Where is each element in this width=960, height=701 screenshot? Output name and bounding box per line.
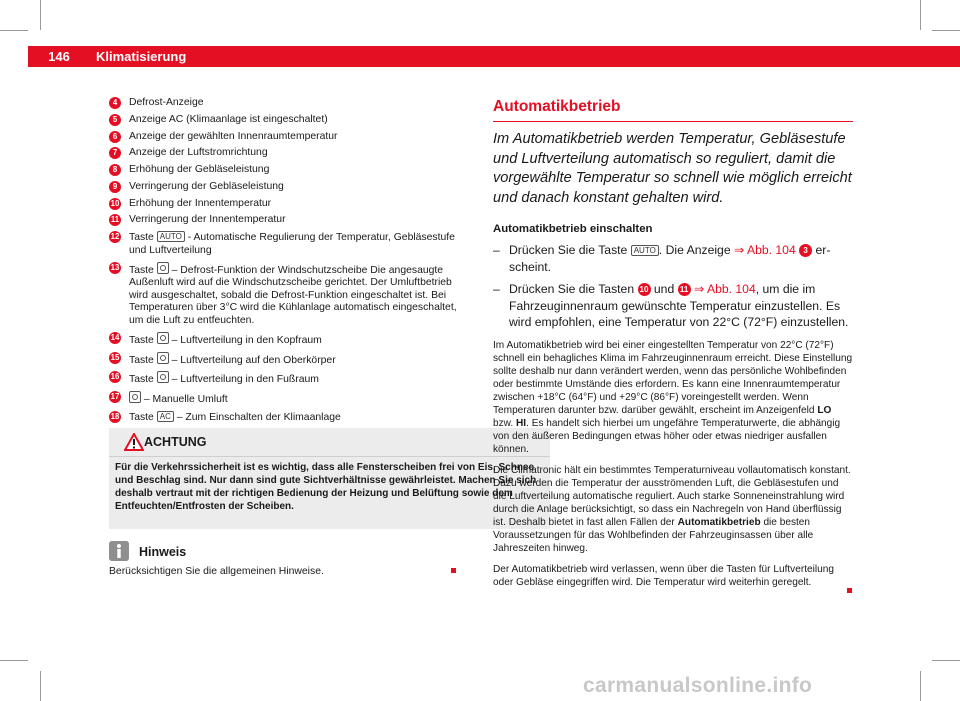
legend-pre: Taste xyxy=(129,374,154,386)
legend-pre: Taste xyxy=(129,264,154,276)
defrost-icon xyxy=(157,262,169,274)
paragraph-text: die besten Voraussetzungen für das Wohlbefinden der Fahrzeuginsassen über alle Jahreszeiten hinweg. xyxy=(493,516,814,554)
end-of-section-marker xyxy=(847,588,852,593)
crop-mark xyxy=(40,0,41,30)
legend-pre: Taste xyxy=(129,354,154,366)
legend-list xyxy=(109,97,469,425)
legend-pre: Taste xyxy=(129,334,154,346)
legend-text: Anzeige der Luftstromrichtung xyxy=(129,147,268,159)
warning-box xyxy=(109,428,550,529)
auto-key: AUTO xyxy=(157,231,185,242)
ac-key: AC xyxy=(157,411,174,422)
page-number: 146 xyxy=(48,49,70,64)
legend-number: 4 xyxy=(109,97,121,109)
head-airflow-icon xyxy=(157,332,169,344)
crop-mark xyxy=(0,30,28,31)
sub-heading: Automatikbetrieb einschalten xyxy=(493,223,653,235)
crop-mark xyxy=(40,671,41,701)
callout-number: 3 xyxy=(799,244,812,257)
step-text: , um die im Fahrzeuginnenraum gewünschte Temperatur einzustellen. Es wird empfohlen, eine Temperatur von 22°C (72°F) einzustellen. xyxy=(509,282,849,329)
step-text: Drücken Sie die Taste xyxy=(509,243,628,257)
warning-title: ACHTUNG xyxy=(144,435,207,449)
legend-item xyxy=(109,262,469,328)
legend-item xyxy=(109,97,469,110)
legend-text: Verringerung der Gebläseleistung xyxy=(129,180,284,192)
lo-label: LO xyxy=(817,404,832,416)
legend-text: – Defrost-Funktion der Windschutzscheibe Die angesaugte Außenluft wird auf die Windschutzscheibe gerichtet. Der Umluftbetrieb wird ausgeschaltet, sobald die Defrost-Funktion eingeschaltet ist. Bei Temperaturen über 3°C wird die Kühlanlage automatisch eingeschaltet, um die Luft zu entfeuchten. xyxy=(129,264,457,326)
legend-text: Anzeige AC (Klimaanlage ist eingeschaltet) xyxy=(129,113,328,125)
legend-text: Defrost-Anzeige xyxy=(129,97,204,108)
legend-number: 8 xyxy=(109,164,121,176)
paragraph-text: bzw. xyxy=(493,417,514,429)
legend-pre: Taste xyxy=(129,411,154,423)
hint-title: Hinweis xyxy=(139,545,187,559)
watermark: carmanualsonline.info xyxy=(583,674,813,697)
legend-number: 5 xyxy=(109,114,121,126)
legend-text: Anzeige der gewählten Innenraumtemperatur xyxy=(129,130,338,142)
paragraph-text: Im Automatikbetrieb wird bei einer eingestellten Temperatur von 22°C (72°F) schnell ein behagliches Klima im Fahrzeuginnenraum erreicht. Diese Einstellung sollte deshalb nur dann verändert werden, wenn das persönliche Wohlbefinden oder bestimmte Umstände dies erfordern. Es kann eine Innenraumtemperatur zwischen +18°C (64°F) und +29°C (86°F) voreingestellt werden. Wenn Temperaturen darunter bzw. darüber gewählt, erscheint im Anzeigenfeld xyxy=(493,339,853,416)
legend-item xyxy=(109,332,469,348)
automatic-mode-section xyxy=(493,96,853,589)
legend-text: - Automatische Regulierung der Temperatur, Gebläsestufe und Luftverteilung xyxy=(129,232,455,256)
legend-item xyxy=(109,164,469,177)
legend-item xyxy=(109,352,469,368)
legend-item xyxy=(109,131,469,144)
legend-number: 17 xyxy=(110,392,120,402)
bold-term: Automatikbetrieb xyxy=(677,516,761,528)
warning-text: Für die Verkehrssicherheit ist es wichtig, dass alle Fensterscheiben frei von Eis, Schnee und Beschlag sind. Nur dann sind gute Sichtverhältnisse gewährleistet. Machen Sie sich deshalb vertraut mit der richtigen Bedienung der Heizung und Belüftung sowie dem Entfeuchten/Entfrosten der Scheiben. xyxy=(115,462,537,512)
legend-item xyxy=(109,391,469,407)
legend-number: 14 xyxy=(110,332,120,342)
legend-item xyxy=(109,114,469,127)
legend-pre: Taste xyxy=(129,232,154,244)
body-paragraph: Der Automatikbetrieb wird verlassen, wenn über die Tasten für Luftverteilung oder Gebläse eingegriffen wird. Die Temperatur wird weiterhin geregelt. xyxy=(493,563,834,588)
legend-number: 18 xyxy=(110,411,120,421)
legend-number: 7 xyxy=(109,147,121,159)
legend-text: Erhöhung der Innentemperatur xyxy=(129,197,272,209)
paragraph-text: Die Climatronic hält ein bestimmtes Temperaturniveau vollautomatisch konstant. Dazu werden die Temperatur der ausströmenden Luft, die Gebläsestufen und die Luftverteilung automatische reguliert. Auch starke Sonneneinstrahlung wird durch die Anlage berücksichtigt, so dass ein Nachregeln von Hand überflüssig ist. Deshalb bietet in fast allen Fällen der xyxy=(493,464,851,528)
step-text: . Die Anzeige xyxy=(658,243,731,257)
crop-mark xyxy=(920,671,921,701)
step-text: und xyxy=(653,282,675,296)
legend-number: 12 xyxy=(110,232,120,242)
legend-number: 13 xyxy=(110,262,120,272)
crop-mark xyxy=(932,660,960,661)
recirculation-icon xyxy=(129,391,141,403)
legend-number: 6 xyxy=(109,131,121,143)
crop-mark xyxy=(0,660,28,661)
legend-number: 16 xyxy=(110,372,120,382)
section-title: Automatikbetrieb xyxy=(493,96,853,122)
crop-mark xyxy=(920,0,921,30)
legend-item xyxy=(109,214,469,227)
auto-key: AUTO xyxy=(631,245,659,256)
legend-column xyxy=(109,97,469,429)
figure-reference-link[interactable]: ⇒ Abb. 104 xyxy=(694,282,756,296)
figure-reference-link[interactable]: ⇒ Abb. 104 xyxy=(734,243,796,257)
section-intro: Im Automatikbetrieb werden Temperatur, Gebläsestufe und Luftverteilung automatisch so reguliert, damit die vorgewählte Temperatur so schnell wie möglich erreicht und danach konstant gehalten wird. xyxy=(493,131,852,206)
legend-item xyxy=(109,411,469,425)
warning-icon xyxy=(124,433,144,451)
legend-text: – Manuelle Umluft xyxy=(143,394,228,406)
body-paragraph xyxy=(493,464,853,555)
step-text: er-scheint. xyxy=(509,243,831,274)
hint-text: Berücksichtigen Sie die allgemeinen Hinweise. xyxy=(109,566,324,577)
callout-number: 10 xyxy=(638,283,651,296)
legend-item xyxy=(109,231,469,257)
legend-item xyxy=(109,198,469,211)
legend-number: 9 xyxy=(109,181,121,193)
legend-text: – Zum Einschalten der Klimaanlage xyxy=(176,411,341,423)
legend-number: 15 xyxy=(110,352,120,362)
legend-item xyxy=(109,181,469,194)
legend-text: – Luftverteilung in den Fußraum xyxy=(171,374,319,386)
instruction-step xyxy=(493,242,853,275)
step-dash: – xyxy=(493,243,500,257)
body-airflow-icon xyxy=(157,352,169,364)
legend-text: Verringerung der Innentemperatur xyxy=(129,214,286,226)
legend-number: 10 xyxy=(110,198,120,208)
foot-airflow-icon xyxy=(157,371,169,383)
legend-text: – Luftverteilung auf den Oberkörper xyxy=(171,354,336,366)
paragraph-text: . Es handelt sich hierbei um ungefähre Temperaturwerte, die abhängig von den äußeren Bedingungen etwas höher oder etwas niedriger ausfallen können. xyxy=(493,417,841,455)
instruction-step xyxy=(493,281,853,331)
body-paragraph xyxy=(493,339,853,456)
legend-item xyxy=(109,147,469,160)
legend-item xyxy=(109,371,469,387)
legend-number: 11 xyxy=(110,215,120,225)
end-of-section-marker xyxy=(451,568,456,573)
info-icon xyxy=(109,541,129,561)
crop-mark xyxy=(932,30,960,31)
legend-text: Erhöhung der Gebläseleistung xyxy=(129,164,270,176)
step-dash: – xyxy=(493,282,500,296)
chapter-title: Klimatisierung xyxy=(96,49,187,64)
step-text: Drücken Sie die Tasten xyxy=(509,282,635,296)
hi-label: HI xyxy=(516,417,527,429)
callout-number: 11 xyxy=(678,283,691,296)
legend-text: – Luftverteilung in den Kopfraum xyxy=(171,334,322,346)
warning-header xyxy=(109,428,550,457)
